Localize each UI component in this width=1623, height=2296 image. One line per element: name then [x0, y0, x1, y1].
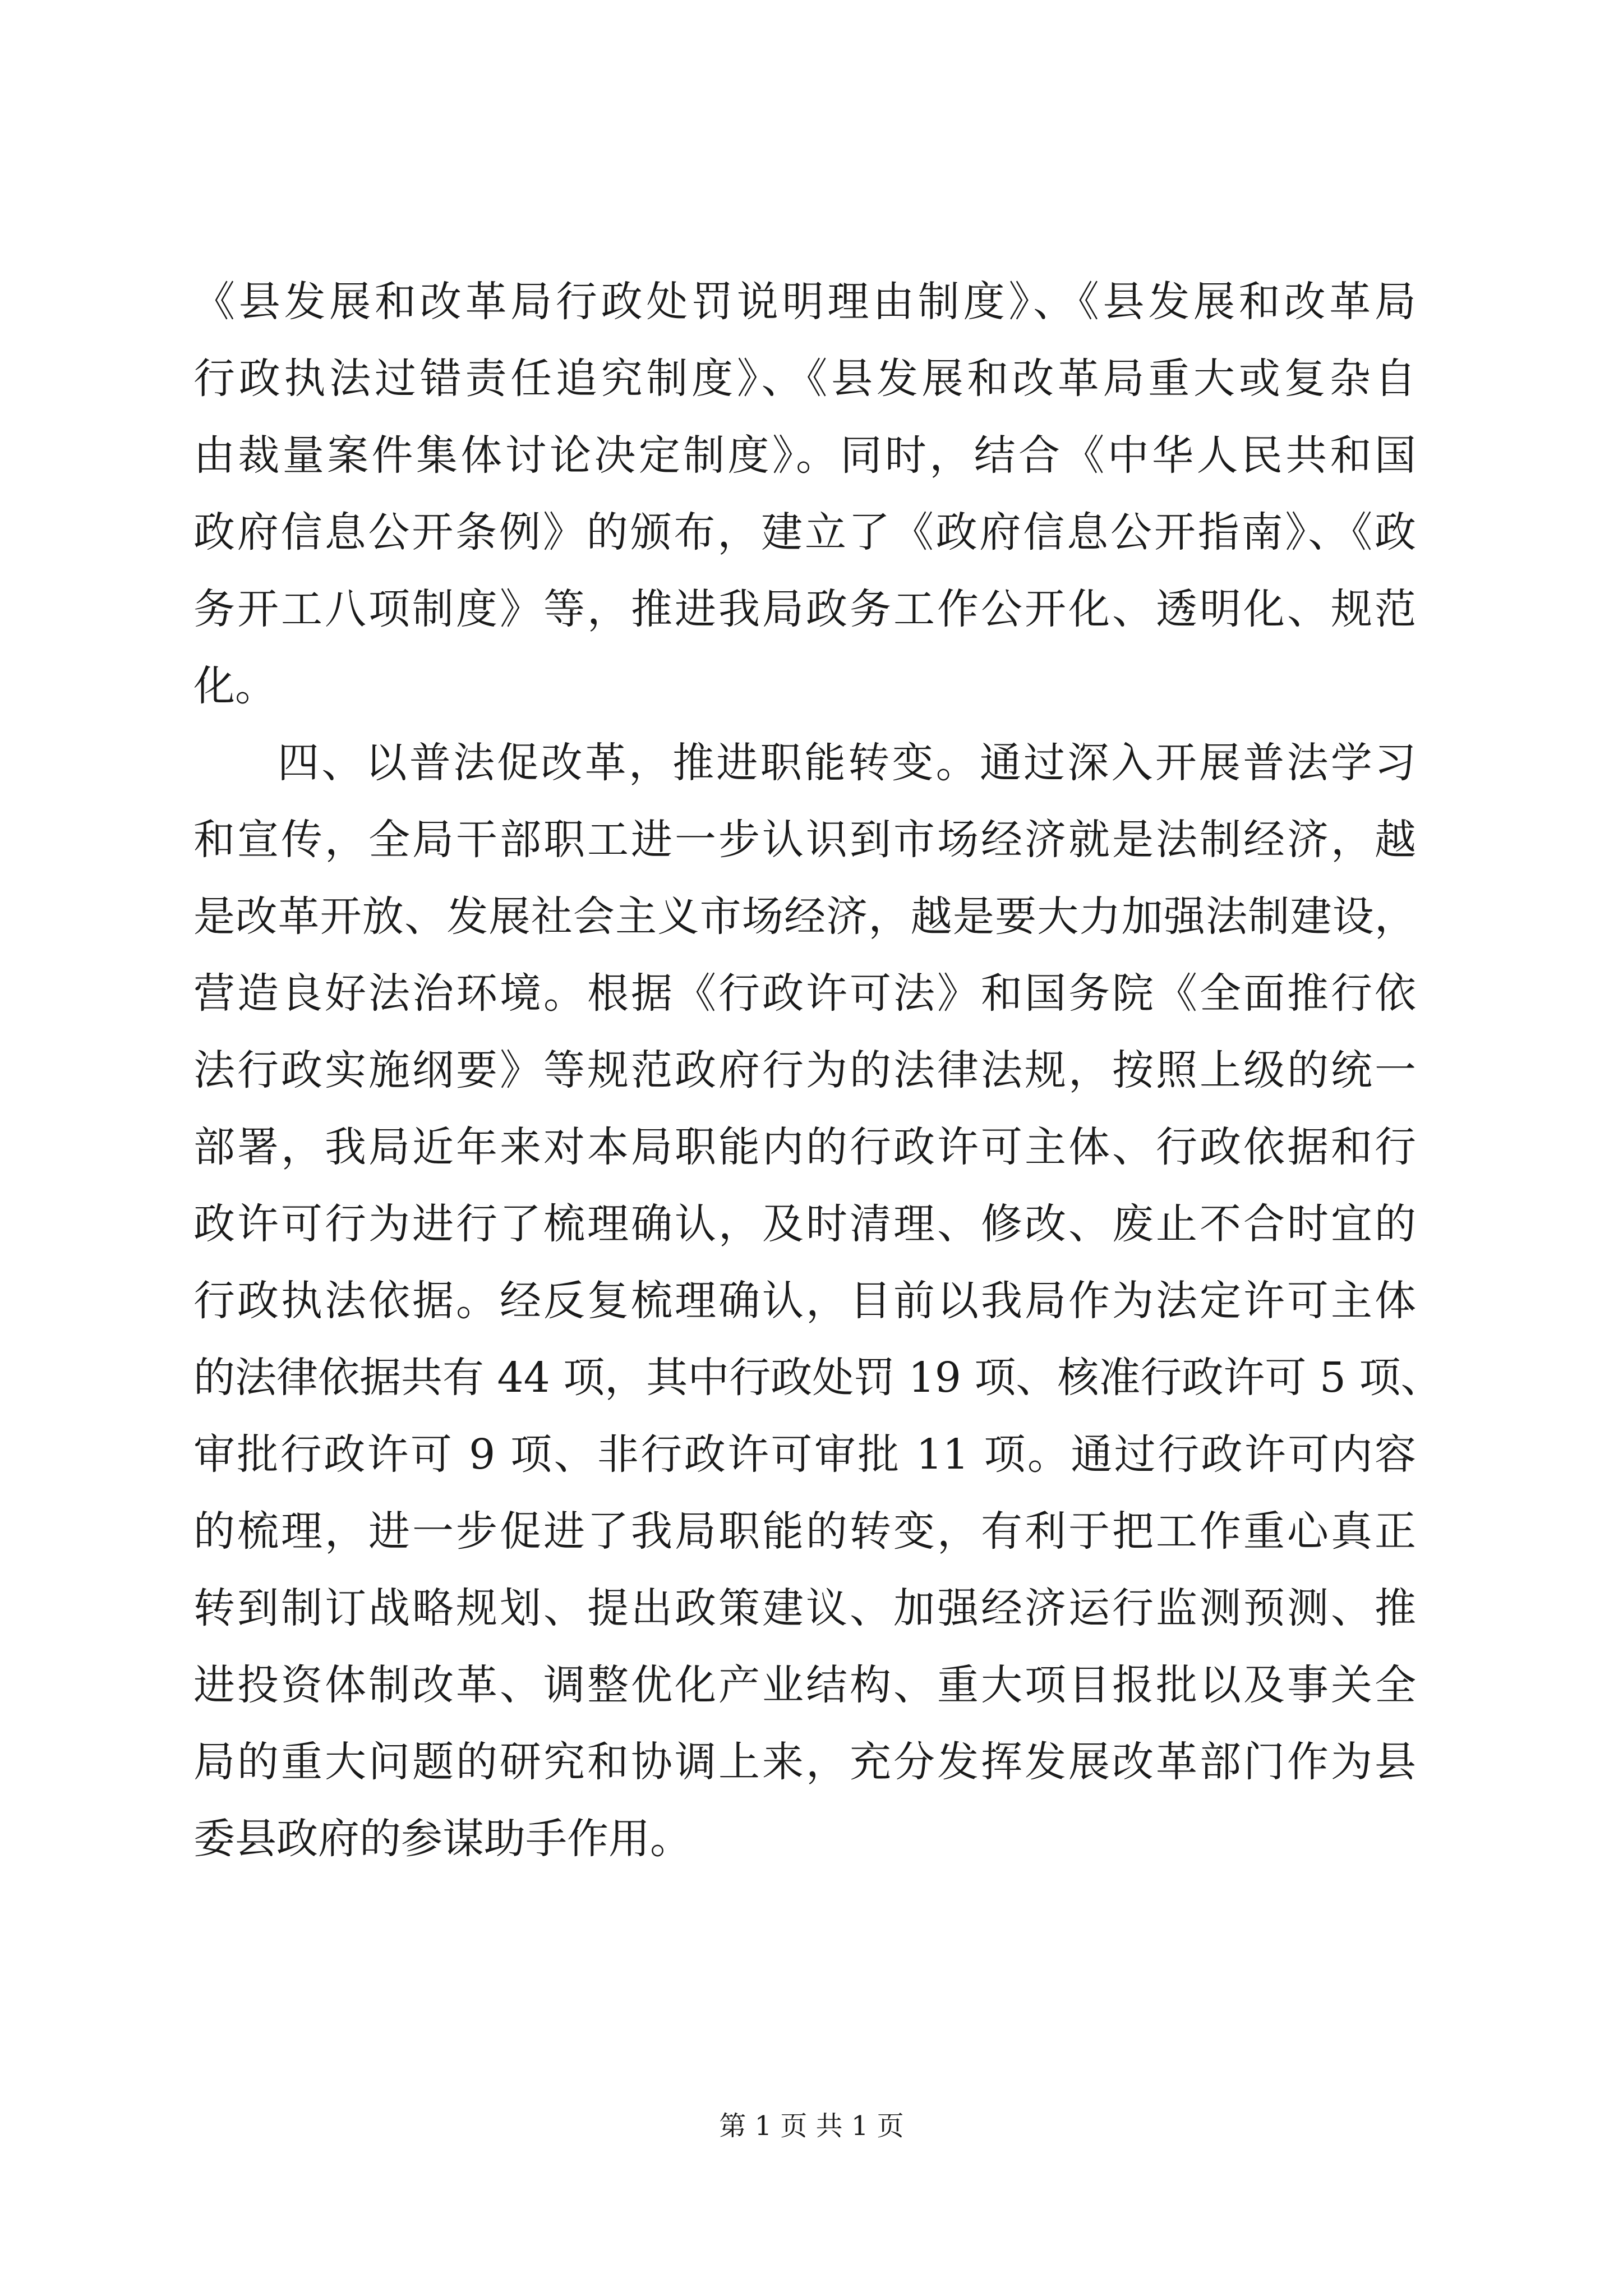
page-number-footer: 第 1 页 共 1 页: [719, 2110, 904, 2142]
text-line: 由裁量案件集体讨论决定制度》。同时，结合《中华人民共和国: [193, 431, 1416, 480]
text-line: 和宣传，全局干部职工进一步认识到市场经济就是法制经济，越: [193, 816, 1416, 864]
text-line: 行政执法依据。经反复梳理确认，目前以我局作为法定许可主体: [193, 1277, 1416, 1325]
text-line: 行政执法过错责任追究制度》、《县发展和改革局重大或复杂自: [193, 355, 1416, 403]
text-line: 转到制订战略规划、提出政策建议、加强经济运行监测预测、推: [193, 1584, 1416, 1632]
text-line: 部署，我局近年来对本局职能内的行政许可主体、行政依据和行: [193, 1123, 1416, 1171]
text-line: 务开工八项制度》等，推进我局政务工作公开化、透明化、规范: [193, 585, 1416, 633]
text-line: 化。: [193, 662, 276, 710]
text-line: 政府信息公开条例》的颁布，建立了《政府信息公开指南》、《政: [193, 508, 1416, 556]
text-line: 政许可行为进行了梳理确认，及时清理、修改、废止不合时宜的: [193, 1200, 1416, 1248]
text-line: 进投资体制改革、调整优化产业结构、重大项目报批以及事关全: [193, 1661, 1416, 1709]
text-line: 的梳理，进一步促进了我局职能的转变，有利于把工作重心真正: [193, 1507, 1416, 1556]
text-line: 法行政实施纲要》等规范政府行为的法律法规，按照上级的统一: [193, 1046, 1416, 1094]
text-line: 委县政府的参谋助手作用。: [193, 1815, 691, 1863]
text-line: 营造良好法治环境。根据《行政许可法》和国务院《全面推行依: [193, 969, 1416, 1018]
text-line: 的法律依据共有 44 项，其中行政处罚 19 项、核准行政许可 5 项、: [193, 1354, 1442, 1402]
text-line: 是改革开放、发展社会主义市场经济，越是要大力加强法制建设，: [193, 892, 1416, 941]
text-line: 审批行政许可 9 项、非行政许可审批 11 项。通过行政许可内容: [193, 1430, 1416, 1479]
text-line: 局的重大问题的研究和协调上来，充分发挥发展改革部门作为县: [193, 1738, 1416, 1786]
text-line: 《县发展和改革局行政处罚说明理由制度》、《县发展和改革局: [193, 278, 1416, 326]
body-text: [193, 264, 1442, 1878]
paragraph-first-line: 四、以普法促改革，推进职能转变。通过深入开展普法学习: [278, 739, 1416, 787]
